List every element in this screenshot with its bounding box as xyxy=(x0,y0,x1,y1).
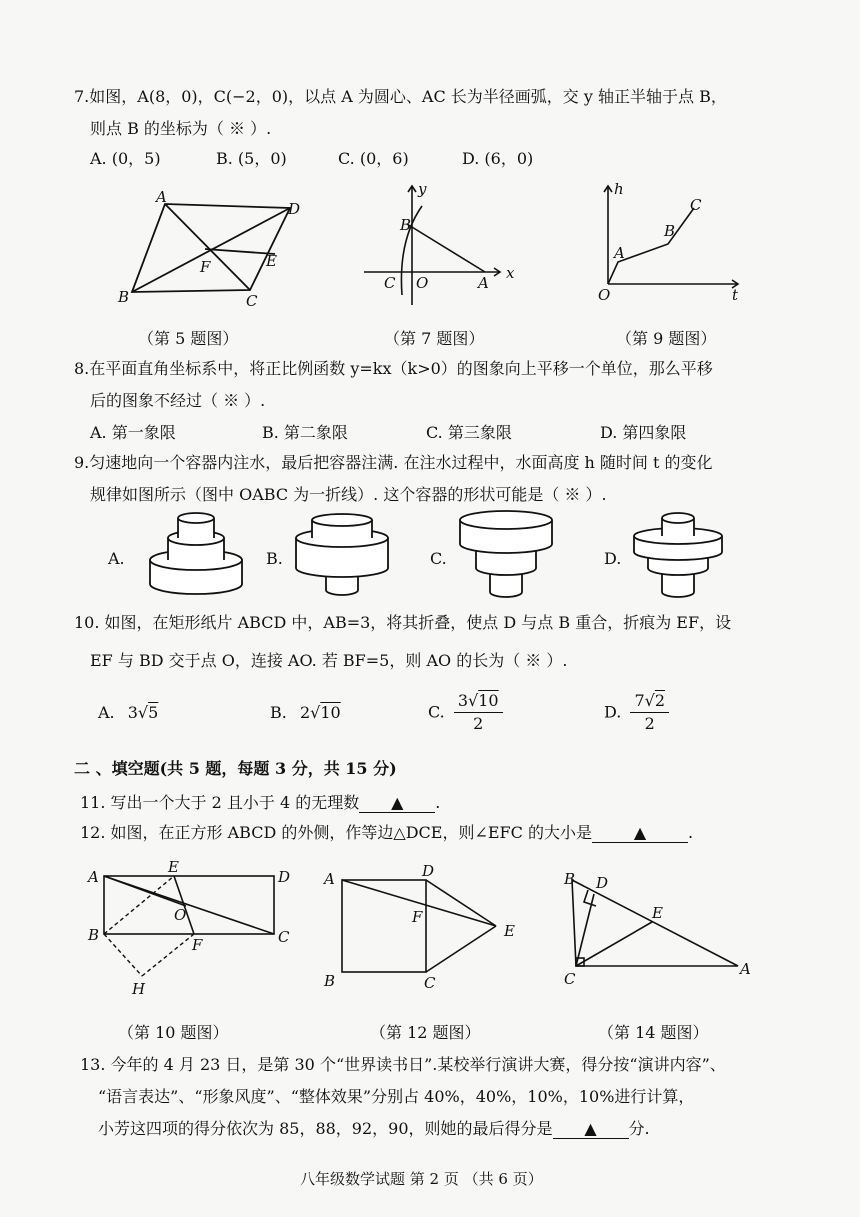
fig9-label-c: C xyxy=(690,196,702,214)
fig5-label-e: E xyxy=(266,252,277,270)
figure-7 xyxy=(360,180,520,310)
fig10-label-d: D xyxy=(278,868,291,886)
fig9-caption: （第 9 题图） xyxy=(616,329,717,348)
q7-option-b: B. (5，0) xyxy=(216,149,287,168)
q11-line: 11. 写出一个大于 2 且小于 4 的无理数 ▲ . xyxy=(80,793,441,812)
container-b xyxy=(292,512,392,604)
q9-line1: 9.匀速地向一个容器内注水，最后把容器注满. 在注水过程中，水面高度 h 随时间 t 的变化 xyxy=(74,453,713,472)
fig12-label-b: B xyxy=(324,972,336,990)
q7-line2: 则点 B 的坐标为（ ※ ）. xyxy=(90,119,272,138)
q13-line3: 小芳这四项的得分依次为 85，88，92，90，则她的最后得分是 ▲ 分. xyxy=(98,1119,650,1138)
fig10-label-a: A xyxy=(88,868,99,886)
fig7-caption: （第 7 题图） xyxy=(384,329,485,348)
fig14-caption: （第 14 题图） xyxy=(598,1023,709,1042)
fig12-label-c: C xyxy=(424,974,436,992)
fig10-label-c: C xyxy=(278,928,290,946)
fig9-label-b: B xyxy=(664,222,676,240)
q13-line2: “语言表达”、“形象风度”、“整体效果”分别占 40%，40%，10%，10%进行计算， xyxy=(98,1087,695,1106)
fig12-label-f: F xyxy=(412,908,423,926)
fig10-label-b: B xyxy=(88,926,100,944)
fig7-label-b: B xyxy=(400,216,412,234)
fig5-label-f: F xyxy=(200,258,211,276)
q9-option-c: C. xyxy=(430,549,447,568)
fig9-label-t: t xyxy=(732,286,739,304)
q8-line1: 8.在平面直角坐标系中，将正比例函数 y=kx（k>0）的图象向上平移一个单位，那么平移 xyxy=(74,359,713,378)
q10-line1: 10. 如图，在矩形纸片 ABCD 中，AB=3，将其折叠，使点 D 与点 B 重合，折痕为 EF，设 xyxy=(74,613,732,632)
fig5-label-b: B xyxy=(118,288,130,306)
q8-option-c: C. 第三象限 xyxy=(426,423,512,442)
container-c xyxy=(456,508,556,604)
fig10-caption: （第 10 题图） xyxy=(118,1023,229,1042)
fig7-label-c: C xyxy=(384,274,396,292)
figure-12 xyxy=(320,864,530,996)
fig10-label-e: E xyxy=(168,858,179,876)
fig12-label-a: A xyxy=(324,870,335,888)
fig10-label-h: H xyxy=(132,980,146,998)
q13-line1: 13. 今年的 4 月 23 日，是第 30 个“世界读书日”.某校举行演讲大赛，得分按“演讲内容”、 xyxy=(80,1055,726,1074)
q10-option-d: D. $\frac{7√2}{2}$ xyxy=(604,690,669,735)
q8-option-a: A. 第一象限 xyxy=(90,423,176,442)
q7-option-d: D. (6，0) xyxy=(462,149,534,168)
section-2-title: 二 、填空题(共 5 题，每题 3 分，共 15 分) xyxy=(74,759,397,778)
fig5-caption: （第 5 题图） xyxy=(138,329,239,348)
figure-9 xyxy=(596,180,746,304)
q9-option-a: A. xyxy=(108,549,125,568)
q12-line: 12. 如图，在正方形 ABCD 的外侧，作等边△DCE，则∠EFC 的大小是 ▲ . xyxy=(80,823,694,842)
container-a xyxy=(146,512,246,604)
figure-10 xyxy=(86,858,296,1002)
q10-option-a: A. 3√5 xyxy=(98,703,159,722)
q12-answer-blank: ▲ xyxy=(592,824,688,843)
fig14-label-e: E xyxy=(652,904,663,922)
q10-line2: EF 与 BD 交于点 O，连接 AO. 若 BF=5，则 AO 的长为（ ※ ）. xyxy=(90,651,568,670)
fig14-label-b: B xyxy=(564,870,576,888)
page-footer: 八年级数学试题 第 2 页 （共 6 页） xyxy=(300,1170,543,1188)
fig14-label-a: A xyxy=(740,960,751,978)
fig9-label-a: A xyxy=(614,244,625,262)
fig10-label-f: F xyxy=(192,936,203,954)
q13-answer-blank: ▲ xyxy=(553,1120,629,1139)
q8-option-b: B. 第二象限 xyxy=(262,423,348,442)
fig5-label-d: D xyxy=(288,200,301,218)
q9-line2: 规律如图所示（图中 OABC 为一折线）. 这个容器的形状可能是（ ※ ）. xyxy=(90,485,607,504)
fig14-label-c: C xyxy=(564,970,576,988)
q7-option-c: C. (0，6) xyxy=(338,149,409,168)
fig9-label-h: h xyxy=(614,180,624,198)
fig7-label-y: y xyxy=(418,180,427,198)
q8-line2: 后的图象不经过（ ※ ）. xyxy=(90,391,266,410)
fig12-label-d: D xyxy=(422,862,435,880)
fig12-caption: （第 12 题图） xyxy=(370,1023,481,1042)
fig5-label-a: A xyxy=(156,188,167,206)
figure-5 xyxy=(110,188,310,312)
figure-14 xyxy=(560,870,760,990)
fig7-label-a: A xyxy=(478,274,489,292)
q10-option-b: B. 2√10 xyxy=(270,703,341,722)
q9-option-b: B. xyxy=(266,549,283,568)
q12-text: 12. 如图，在正方形 ABCD 的外侧，作等边△DCE，则∠EFC 的大小是 xyxy=(80,823,592,842)
fig14-label-d: D xyxy=(596,874,609,892)
q10-option-c: C. $\frac{3√10}{2}$ xyxy=(428,690,503,735)
fig7-label-x: x xyxy=(506,264,515,282)
fig5-label-c: C xyxy=(246,292,258,310)
q11-text: 11. 写出一个大于 2 且小于 4 的无理数 xyxy=(80,793,360,812)
q7-line1: 7.如图，A(8，0)，C(−2，0)，以点 A 为圆心、AC 长为半径画弧，交 y 轴正半轴于点 B， xyxy=(74,87,727,106)
fig9-label-o: O xyxy=(598,286,611,304)
fig12-label-e: E xyxy=(504,922,515,940)
q11-answer-blank: ▲ xyxy=(359,794,435,813)
fig7-label-o: O xyxy=(416,274,429,292)
q9-option-d: D. xyxy=(604,549,622,568)
fig10-label-o: O xyxy=(174,906,187,924)
q7-option-a: A. (0，5) xyxy=(90,149,161,168)
q8-option-d: D. 第四象限 xyxy=(600,423,687,442)
container-d xyxy=(628,510,728,604)
